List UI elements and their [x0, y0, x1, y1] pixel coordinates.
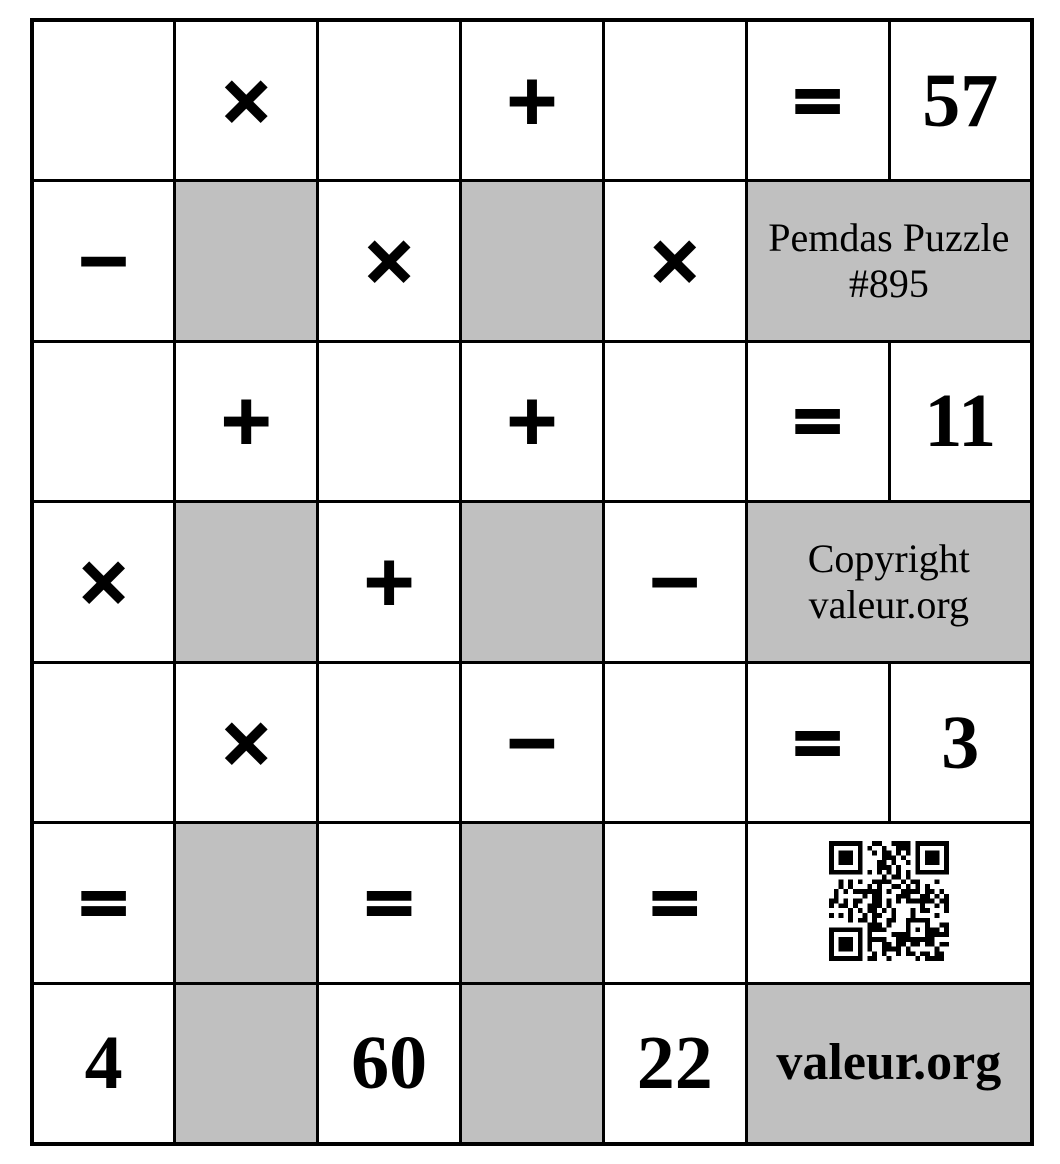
answer-cell-r5c3 — [318, 662, 461, 823]
answer-cell-r5c5 — [603, 662, 746, 823]
operator-cell-r4c3 — [318, 502, 461, 663]
number-cell-r1c7 — [889, 20, 1032, 181]
qr-cell — [746, 823, 1032, 984]
operator-symbol-r3c4: + — [503, 381, 561, 461]
operator-symbol-r2c1: − — [75, 220, 133, 300]
operator-symbol-r1c4: + — [503, 60, 561, 140]
blocked-cell-r2c4 — [461, 181, 604, 342]
operator-cell-r2c1 — [32, 181, 175, 342]
copyright-cell — [746, 502, 1032, 663]
brand-cell — [746, 983, 1032, 1144]
operator-symbol-r6c3: = — [360, 863, 418, 943]
number-value-r7c1: 4 — [84, 1021, 123, 1106]
operator-symbol-r3c6: = — [789, 381, 847, 461]
puzzle-grid — [30, 18, 1034, 1146]
answer-cell-r3c3 — [318, 341, 461, 502]
answer-cell-r3c1 — [32, 341, 175, 502]
operator-cell-r1c6 — [746, 20, 889, 181]
blocked-cell-r6c2 — [175, 823, 318, 984]
operator-symbol-r1c2: × — [217, 60, 275, 140]
operator-cell-r1c4 — [461, 20, 604, 181]
blocked-cell-r6c4 — [461, 823, 604, 984]
number-value-r1c7: 57 — [922, 58, 999, 143]
number-cell-r7c5 — [603, 983, 746, 1144]
operator-symbol-r3c2: + — [217, 381, 275, 461]
blocked-cell-r4c2 — [175, 502, 318, 663]
answer-cell-r5c1 — [32, 662, 175, 823]
operator-cell-r3c6 — [746, 341, 889, 502]
operator-cell-r5c2 — [175, 662, 318, 823]
operator-symbol-r1c6: = — [789, 60, 847, 140]
puzzle-title-line-2: #895 — [848, 260, 929, 306]
number-value-r3c7: 11 — [924, 379, 997, 464]
puzzle-title-line-1: Pemdas Puzzle — [768, 214, 1010, 260]
answer-cell-r1c1 — [32, 20, 175, 181]
operator-cell-r6c3 — [318, 823, 461, 984]
answer-cell-r3c5 — [603, 341, 746, 502]
blocked-cell-r7c4 — [461, 983, 604, 1144]
operator-cell-r5c6 — [746, 662, 889, 823]
operator-symbol-r5c4: − — [503, 702, 561, 782]
operator-cell-r5c4 — [461, 662, 604, 823]
operator-cell-r4c5 — [603, 502, 746, 663]
blocked-cell-r7c2 — [175, 983, 318, 1144]
qr-code — [829, 841, 949, 961]
number-value-r7c3: 60 — [351, 1021, 428, 1106]
operator-symbol-r5c6: = — [789, 702, 847, 782]
blocked-cell-r2c2 — [175, 181, 318, 342]
copyright-line-1: Copyright — [807, 535, 970, 581]
operator-symbol-r5c2: × — [217, 702, 275, 782]
operator-cell-r6c1 — [32, 823, 175, 984]
puzzle-title-cell — [746, 181, 1032, 342]
operator-cell-r6c5 — [603, 823, 746, 984]
operator-cell-r3c4 — [461, 341, 604, 502]
operator-symbol-r4c5: − — [646, 541, 704, 621]
operator-symbol-r6c1: = — [75, 863, 133, 943]
operator-cell-r2c3 — [318, 181, 461, 342]
operator-symbol-r4c1: × — [75, 541, 133, 621]
number-cell-r7c1 — [32, 983, 175, 1144]
number-cell-r5c7 — [889, 662, 1032, 823]
operator-cell-r2c5 — [603, 181, 746, 342]
operator-cell-r1c2 — [175, 20, 318, 181]
number-value-r5c7: 3 — [941, 700, 980, 785]
number-cell-r7c3 — [318, 983, 461, 1144]
operator-symbol-r2c3: × — [360, 220, 418, 300]
number-value-r7c5: 22 — [636, 1021, 713, 1106]
number-cell-r3c7 — [889, 341, 1032, 502]
answer-cell-r1c3 — [318, 20, 461, 181]
brand-text: valeur.org — [776, 1034, 1002, 1092]
answer-cell-r1c5 — [603, 20, 746, 181]
operator-symbol-r2c5: × — [646, 220, 704, 300]
operator-cell-r4c1 — [32, 502, 175, 663]
operator-cell-r3c2 — [175, 341, 318, 502]
operator-symbol-r6c5: = — [646, 863, 704, 943]
operator-symbol-r4c3: + — [360, 541, 418, 621]
blocked-cell-r4c4 — [461, 502, 604, 663]
copyright-line-2: valeur.org — [808, 581, 969, 627]
